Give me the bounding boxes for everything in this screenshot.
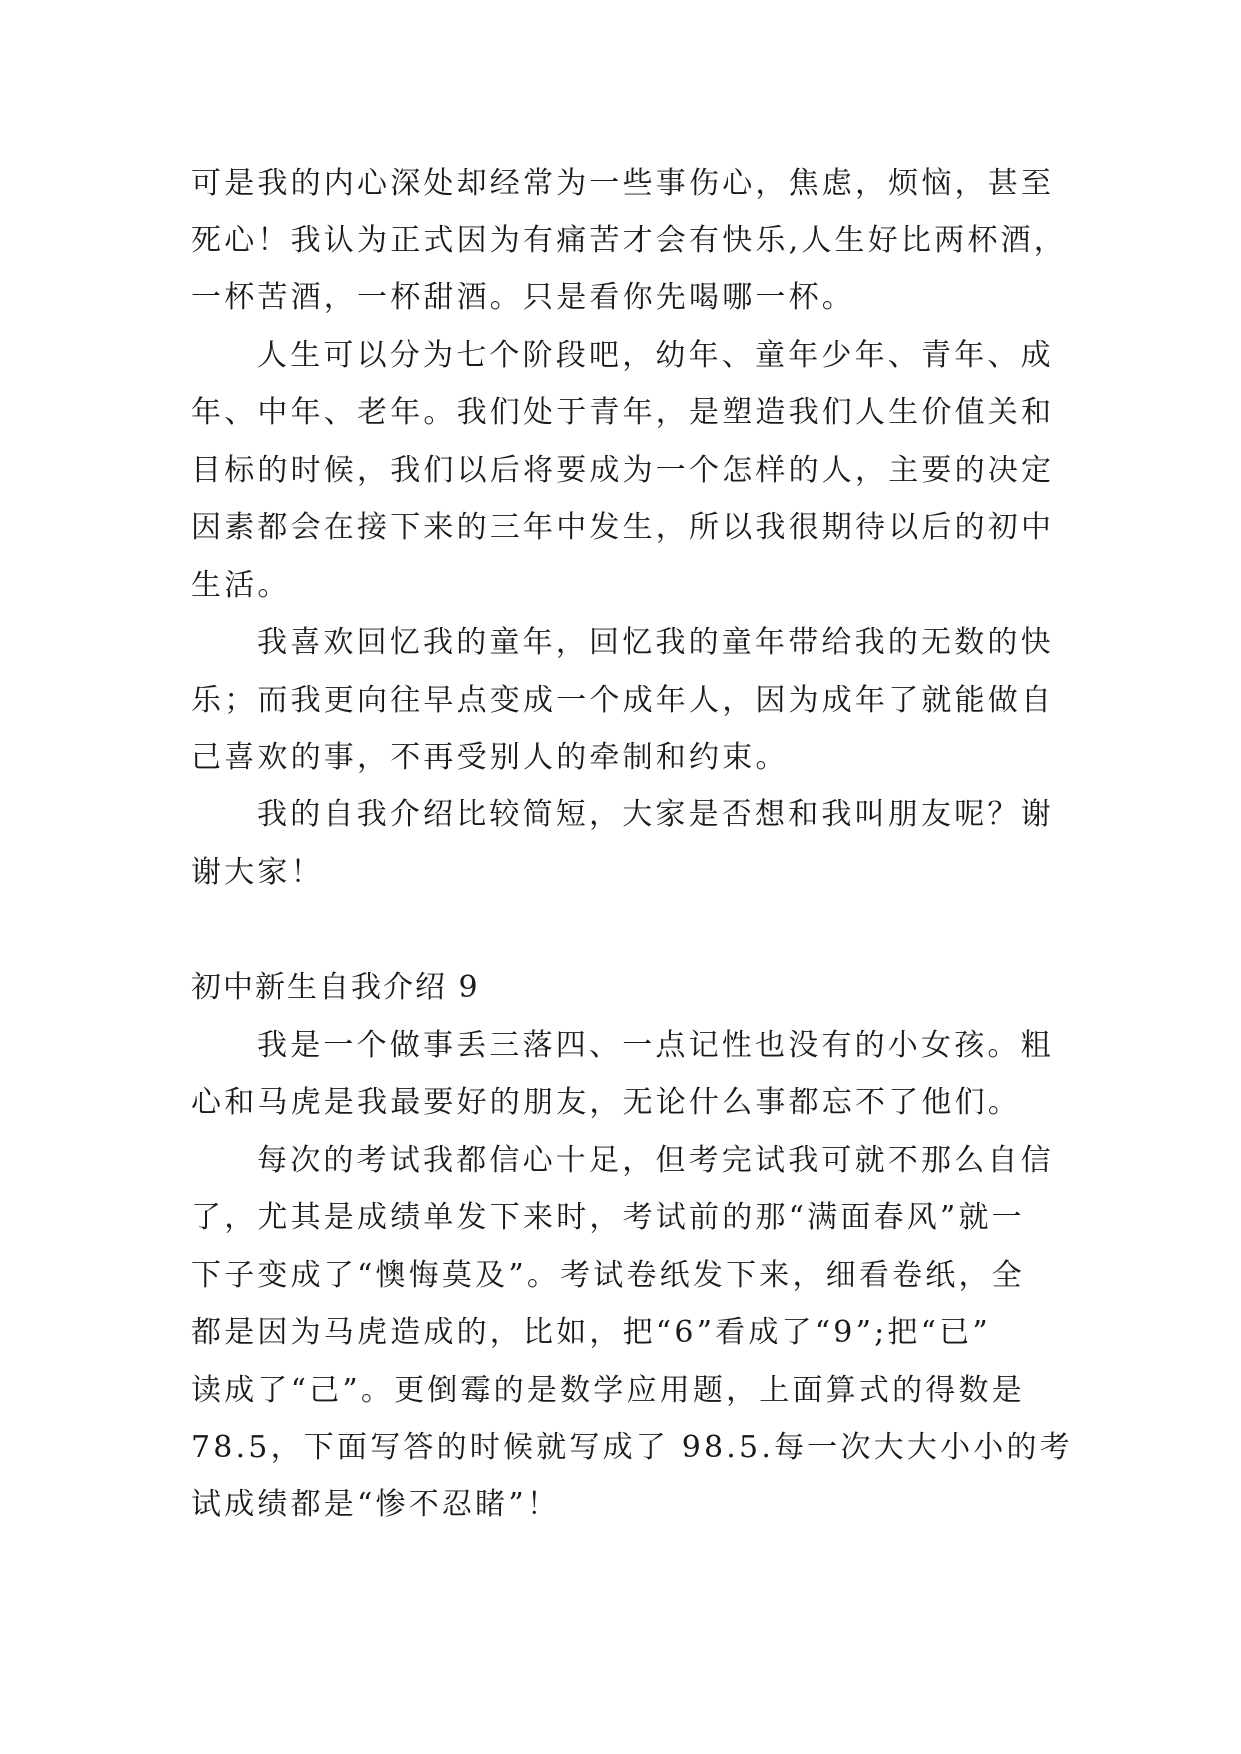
paragraph-3-line-2: 乐；而我更向往早点变成一个成年人，因为成年了就能做自: [191, 683, 1055, 718]
paragraph-6-line-7: 试成绩都是“惨不忍睹”！: [191, 1487, 561, 1522]
paragraph-3-line-1: 我喜欢回忆我的童年，回忆我的童年带给我的无数的快: [257, 625, 1054, 660]
paragraph-6-line-6: 78.5，下面写答的时候就写成了 98.5.每一次大大小小的考: [191, 1430, 1073, 1465]
paragraph-4-line-1: 我的自我介绍比较简短，大家是否想和我叫朋友呢？谢: [257, 797, 1054, 832]
paragraph-6-line-1: 每次的考试我都信心十足，但考完试我可就不那么自信: [257, 1143, 1054, 1178]
paragraph-2-line-1: 人生可以分为七个阶段吧，幼年、童年少年、青年、成: [257, 338, 1054, 373]
paragraph-2-line-3: 目标的时候，我们以后将要成为一个怎样的人，主要的决定: [191, 453, 1055, 488]
paragraph-1-line-2: 死心！我认为正式因为有痛苦才会有快乐,人生好比两杯酒，: [191, 223, 1067, 258]
paragraph-2-line-5: 生活。: [191, 568, 291, 603]
paragraph-6-line-3: 下子变成了“懊悔莫及”。考试卷纸发下来，细看卷纸，全: [191, 1258, 1025, 1293]
paragraph-1-line-3: 一杯苦酒，一杯甜酒。只是看你先喝哪一杯。: [191, 280, 855, 315]
section-title: 初中新生自我介绍 9: [191, 970, 480, 1005]
paragraph-6-line-2: 了，尤其是成绩单发下来时，考试前的那“满面春风”就一: [191, 1200, 1025, 1235]
paragraph-2-line-4: 因素都会在接下来的三年中发生，所以我很期待以后的初中: [191, 510, 1055, 545]
paragraph-6-line-5: 读成了“己”。更倒霉的是数学应用题，上面算式的得数是: [191, 1373, 1025, 1408]
paragraph-2-line-2: 年、中年、老年。我们处于青年，是塑造我们人生价值关和: [191, 395, 1055, 430]
paragraph-5-line-1: 我是一个做事丢三落四、一点记性也没有的小女孩。粗: [257, 1028, 1054, 1063]
paragraph-5-line-2: 心和马虎是我最要好的朋友，无论什么事都忘不了他们。: [191, 1085, 1021, 1120]
paragraph-4-line-2: 谢大家！: [191, 855, 324, 890]
paragraph-3-line-3: 己喜欢的事，不再受别人的牵制和约束。: [191, 740, 789, 775]
paragraph-1-line-1: 可是我的内心深处却经常为一些事伤心，焦虑，烦恼，甚至: [191, 166, 1055, 201]
paragraph-6-line-4: 都是因为马虎造成的，比如，把“6”看成了“9”;把“已”: [191, 1315, 991, 1350]
